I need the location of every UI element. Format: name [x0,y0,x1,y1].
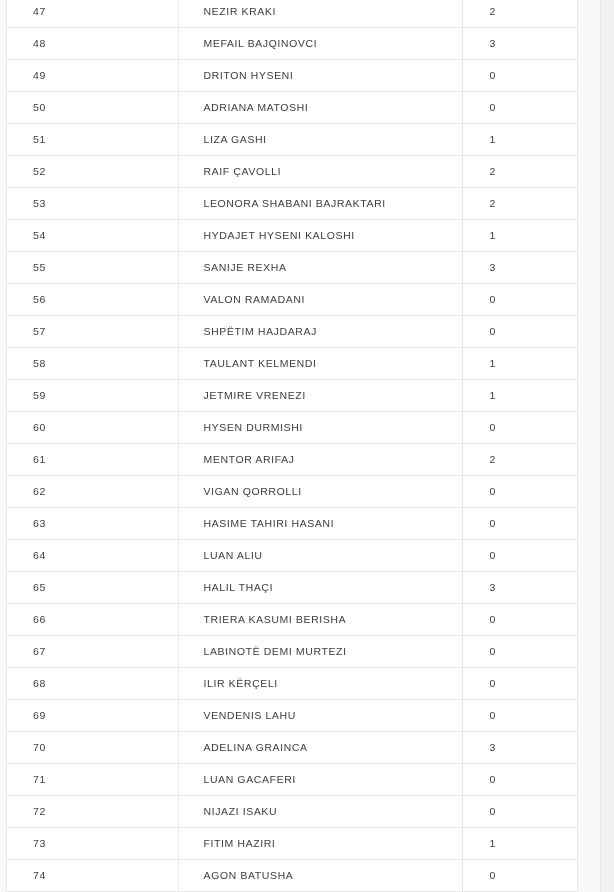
data-table [7,0,577,892]
name-cell: LUAN ALIU [178,540,462,572]
value-cell: 2 [462,444,577,476]
name-cell: HYDAJET HYSENI KALOSHI [178,220,462,252]
table-row [7,220,577,252]
table-row [7,732,577,764]
table-row [7,508,577,540]
value-cell: 0 [462,284,577,316]
name-cell: DRITON HYSENI [178,60,462,92]
value-cell: 1 [462,828,577,860]
row-number-cell: 50 [7,92,178,124]
value-cell: 0 [462,668,577,700]
name-cell: TAULANT KELMENDI [178,348,462,380]
value-cell: 2 [462,188,577,220]
value-cell: 0 [462,796,577,828]
value-cell: 1 [462,348,577,380]
name-cell: MEFAIL BAJQINOVCI [178,28,462,60]
value-cell: 2 [462,156,577,188]
table-row [7,828,577,860]
table-row [7,572,577,604]
value-cell: 0 [462,636,577,668]
value-cell: 1 [462,124,577,156]
name-cell: FITIM HAZIRI [178,828,462,860]
table-row [7,60,577,92]
value-cell: 0 [462,604,577,636]
row-number-cell: 67 [7,636,178,668]
value-cell: 0 [462,764,577,796]
table-row [7,284,577,316]
table-row [7,476,577,508]
name-cell: LEONORA SHABANI BAJRAKTARI [178,188,462,220]
data-table-container [6,0,578,892]
vertical-scrollbar[interactable] [600,0,614,892]
row-number-cell: 54 [7,220,178,252]
table-row [7,540,577,572]
row-number-cell: 72 [7,796,178,828]
value-cell: 3 [462,28,577,60]
row-number-cell: 74 [7,860,178,892]
row-number-cell: 69 [7,700,178,732]
row-number-cell: 51 [7,124,178,156]
row-number-cell: 62 [7,476,178,508]
row-number-cell: 49 [7,60,178,92]
name-cell: AGON BATUSHA [178,860,462,892]
name-cell: LUAN GACAFERI [178,764,462,796]
row-number-cell: 65 [7,572,178,604]
table-row [7,188,577,220]
name-cell: LABINOTË DEMI MURTEZI [178,636,462,668]
table-row [7,380,577,412]
value-cell: 1 [462,380,577,412]
value-cell: 0 [462,700,577,732]
row-number-cell: 55 [7,252,178,284]
value-cell: 0 [462,60,577,92]
table-row [7,604,577,636]
table-row [7,636,577,668]
table-row [7,124,577,156]
table-row [7,252,577,284]
name-cell: TRIERA KASUMI BERISHA [178,604,462,636]
value-cell: 0 [462,860,577,892]
row-number-cell: 66 [7,604,178,636]
table-body [7,0,577,892]
name-cell: VIGAN QORROLLI [178,476,462,508]
value-cell: 0 [462,412,577,444]
row-number-cell: 57 [7,316,178,348]
row-number-cell: 48 [7,28,178,60]
row-number-cell: 70 [7,732,178,764]
table-row [7,316,577,348]
table-row [7,700,577,732]
value-cell: 1 [462,220,577,252]
row-number-cell: 64 [7,540,178,572]
value-cell: 0 [462,92,577,124]
table-row [7,444,577,476]
value-cell: 3 [462,572,577,604]
name-cell: ADRIANA MATOSHI [178,92,462,124]
table-row [7,668,577,700]
name-cell: HYSEN DURMISHI [178,412,462,444]
name-cell: RAIF ÇAVOLLI [178,156,462,188]
row-number-cell: 58 [7,348,178,380]
name-cell: NIJAZI ISAKU [178,796,462,828]
name-cell: MENTOR ARIFAJ [178,444,462,476]
row-number-cell: 53 [7,188,178,220]
name-cell: VENDENIS LAHU [178,700,462,732]
row-number-cell: 60 [7,412,178,444]
name-cell: HALIL THAÇI [178,572,462,604]
value-cell: 0 [462,540,577,572]
name-cell: LIZA GASHI [178,124,462,156]
row-number-cell: 71 [7,764,178,796]
value-cell: 0 [462,476,577,508]
row-number-cell: 56 [7,284,178,316]
name-cell: ADELINA GRAINCA [178,732,462,764]
table-row [7,0,577,28]
name-cell: SHPËTIM HAJDARAJ [178,316,462,348]
row-number-cell: 61 [7,444,178,476]
row-number-cell: 59 [7,380,178,412]
table-row [7,796,577,828]
row-number-cell: 68 [7,668,178,700]
value-cell: 3 [462,252,577,284]
value-cell: 2 [462,0,577,28]
name-cell: NEZIR KRAKI [178,0,462,28]
row-number-cell: 73 [7,828,178,860]
row-number-cell: 63 [7,508,178,540]
table-row [7,92,577,124]
name-cell: ILIR KËRÇELI [178,668,462,700]
name-cell: JETMIRE VRENEZI [178,380,462,412]
name-cell: SANIJE REXHA [178,252,462,284]
name-cell: VALON RAMADANI [178,284,462,316]
value-cell: 3 [462,732,577,764]
table-row [7,860,577,892]
name-cell: HASIME TAHIRI HASANI [178,508,462,540]
table-row [7,348,577,380]
table-row [7,764,577,796]
row-number-cell: 52 [7,156,178,188]
value-cell: 0 [462,508,577,540]
table-row [7,28,577,60]
table-row [7,156,577,188]
row-number-cell: 47 [7,0,178,28]
value-cell: 0 [462,316,577,348]
table-row [7,412,577,444]
